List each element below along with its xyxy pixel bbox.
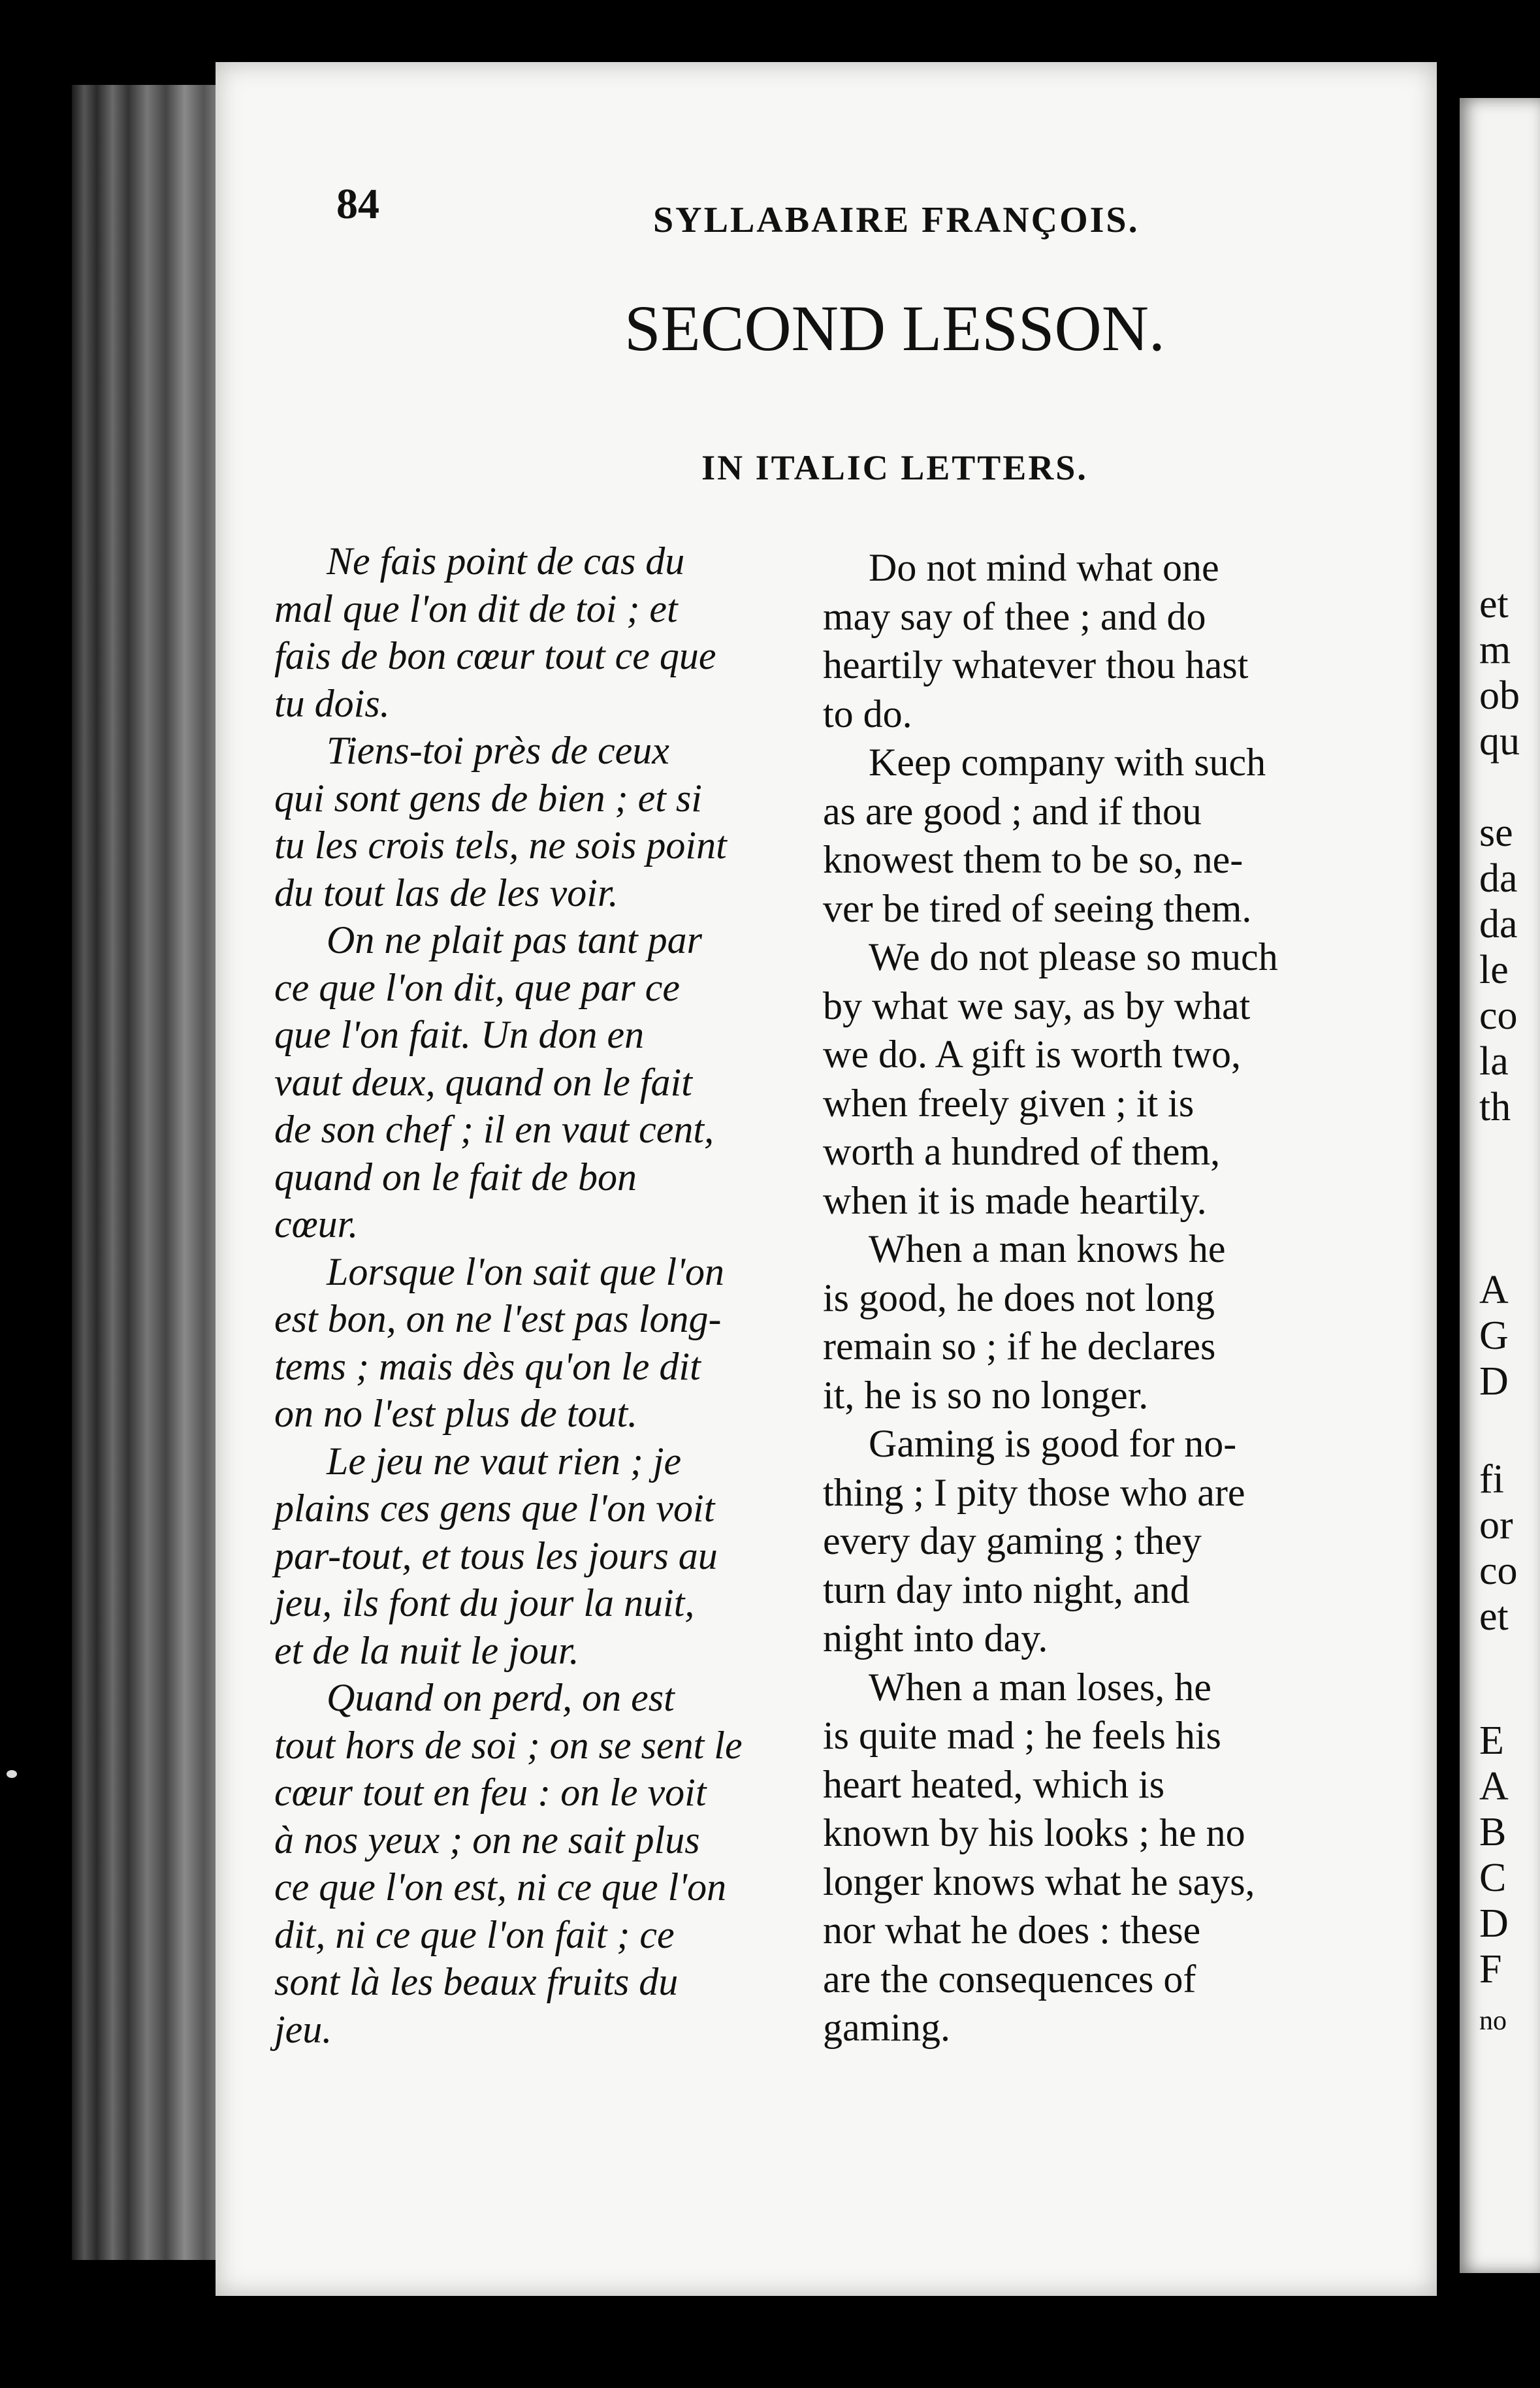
facing-page-fragment: fi [1479, 1457, 1504, 1502]
text-line: ce que l'on dit, que par ce [274, 965, 680, 1009]
text-line: knowest them to be so, ne- [823, 838, 1243, 881]
lesson-title: SECOND LESSON. [624, 292, 1165, 364]
facing-page-fragment: da [1479, 902, 1518, 946]
text-line: longer knows what he says, [823, 1860, 1255, 1903]
facing-page-fragment: B [1479, 1810, 1507, 1854]
text-line: tu dois. [274, 681, 390, 725]
text-line: Ne fais point de cas du [327, 540, 685, 583]
text-line: known by his looks ; he no [823, 1811, 1245, 1854]
text-line: à nos yeux ; on ne sait plus [274, 1818, 700, 1862]
facing-page-fragment: C [1479, 1856, 1507, 1900]
text-line: plains ces gens que l'on voit [274, 1487, 715, 1530]
text-line: may say of thee ; and do [823, 594, 1206, 638]
text-line: jeu, ils font du jour la nuit, [274, 1581, 695, 1624]
facing-page-fragment: co [1479, 993, 1518, 1038]
text-line: on no l'est plus de tout. [274, 1392, 638, 1435]
text-line: thing ; I pity those who are [823, 1470, 1245, 1514]
text-line: heart heated, which is [823, 1762, 1165, 1806]
facing-page-edge [1460, 98, 1540, 2273]
text-line: Do not mind what one [869, 546, 1219, 589]
facing-page-fragment: D [1479, 1359, 1509, 1404]
text-line: qui sont gens de bien ; et si [274, 776, 702, 820]
facing-page-fragment: co [1479, 1549, 1518, 1593]
text-line: Tiens-toi près de ceux [327, 729, 669, 772]
text-line: Quand on perd, on est [327, 1676, 675, 1719]
text-line: When a man loses, he [869, 1665, 1211, 1709]
text-line: vaut deux, quand on le fait [274, 1060, 692, 1104]
facing-page-fragment: G [1479, 1314, 1509, 1358]
text-line: sont là les beaux fruits du [274, 1960, 679, 2003]
text-line: est bon, on ne l'est pas long- [274, 1297, 722, 1340]
text-line: tems ; mais dès qu'on le dit [274, 1344, 701, 1388]
facing-page-fragment: et [1479, 1594, 1509, 1639]
text-line: Le jeu ne vaut rien ; je [327, 1439, 682, 1483]
facing-page-fragment: et [1479, 582, 1509, 626]
text-line: worth a hundred of them, [823, 1130, 1221, 1173]
facing-page-fragment: no [1479, 2006, 1507, 2036]
text-line: ce que l'on est, ni ce que l'on [274, 1865, 727, 1909]
text-line: du tout las de les voir. [274, 871, 618, 914]
text-line: remain so ; if he declares [823, 1325, 1216, 1368]
book-binding [72, 85, 229, 2260]
running-head: SYLLABAIRE FRANÇOIS. [653, 200, 1140, 240]
text-line: mal que l'on dit de toi ; et [274, 587, 678, 630]
text-line: ver be tired of seeing them. [823, 886, 1252, 930]
book-page [216, 62, 1437, 2296]
text-line: when it is made heartily. [823, 1178, 1207, 1222]
facing-page-fragment: F [1479, 1947, 1502, 1992]
text-line: et de la nuit le jour. [274, 1628, 579, 1672]
text-line: are the consequences of [823, 1957, 1196, 2001]
text-line: it, he is so no longer. [823, 1373, 1149, 1417]
text-line: cœur. [274, 1202, 359, 1246]
text-line: Lorsque l'on sait que l'on [327, 1250, 725, 1293]
text-line: On ne plait pas tant par [327, 918, 703, 961]
text-line: que l'on fait. Un don en [274, 1013, 645, 1056]
lesson-subtitle: IN ITALIC LETTERS. [701, 448, 1088, 487]
text-line: We do not please so much [869, 935, 1278, 978]
text-line: When a man knows he [869, 1227, 1226, 1270]
text-line: gaming. [823, 2006, 950, 2049]
text-line: when freely given ; it is [823, 1081, 1195, 1125]
text-line: by what we say, as by what [823, 984, 1251, 1027]
text-line: quand on le fait de bon [274, 1155, 637, 1199]
text-line: tu les crois tels, ne sois point [274, 824, 727, 867]
facing-page-fragment: m [1479, 628, 1511, 672]
text-line: we do. A gift is worth two, [823, 1033, 1241, 1076]
facing-page-fragment: la [1479, 1039, 1509, 1084]
facing-page-fragment: or [1479, 1503, 1513, 1547]
text-line: nor what he does : these [823, 1909, 1201, 1952]
text-line: heartily whatever thou hast [823, 643, 1249, 686]
facing-page-fragment: A [1479, 1764, 1509, 1809]
text-line: night into day. [823, 1617, 1048, 1660]
text-line: every day gaming ; they [823, 1519, 1202, 1562]
text-line: Gaming is good for no- [869, 1422, 1237, 1465]
facing-page-fragment: A [1479, 1268, 1509, 1312]
facing-page-fragment: D [1479, 1901, 1509, 1946]
text-line: as are good ; and if thou [823, 789, 1202, 833]
text-line: is good, he does not long [823, 1276, 1215, 1319]
facing-page-fragment: ob [1479, 673, 1520, 718]
text-line: is quite mad ; he feels his [823, 1714, 1221, 1757]
facing-page-fragment: se [1479, 811, 1513, 855]
text-line: to do. [823, 692, 912, 735]
text-line: tout hors de soi ; on se sent le [274, 1723, 743, 1767]
text-line: de son chef ; il en vaut cent, [274, 1108, 714, 1151]
dust-speck [7, 1770, 17, 1778]
facing-page-fragment: qu [1479, 719, 1520, 764]
text-line: Keep company with such [869, 741, 1266, 784]
facing-page-fragment: le [1479, 948, 1509, 992]
facing-page-fragment: E [1479, 1718, 1504, 1763]
text-line: cœur tout en feu : on le voit [274, 1771, 707, 1814]
text-line: fais de bon cœur tout ce que [274, 634, 716, 677]
facing-page-fragment: th [1479, 1085, 1511, 1129]
page-number: 84 [336, 180, 379, 228]
facing-page-fragment: da [1479, 856, 1518, 901]
text-line: turn day into night, and [823, 1568, 1190, 1611]
text-line: dit, ni ce que l'on fait ; ce [274, 1912, 675, 1956]
text-line: par-tout, et tous les jours au [274, 1534, 718, 1577]
text-line: jeu. [274, 2007, 332, 2051]
